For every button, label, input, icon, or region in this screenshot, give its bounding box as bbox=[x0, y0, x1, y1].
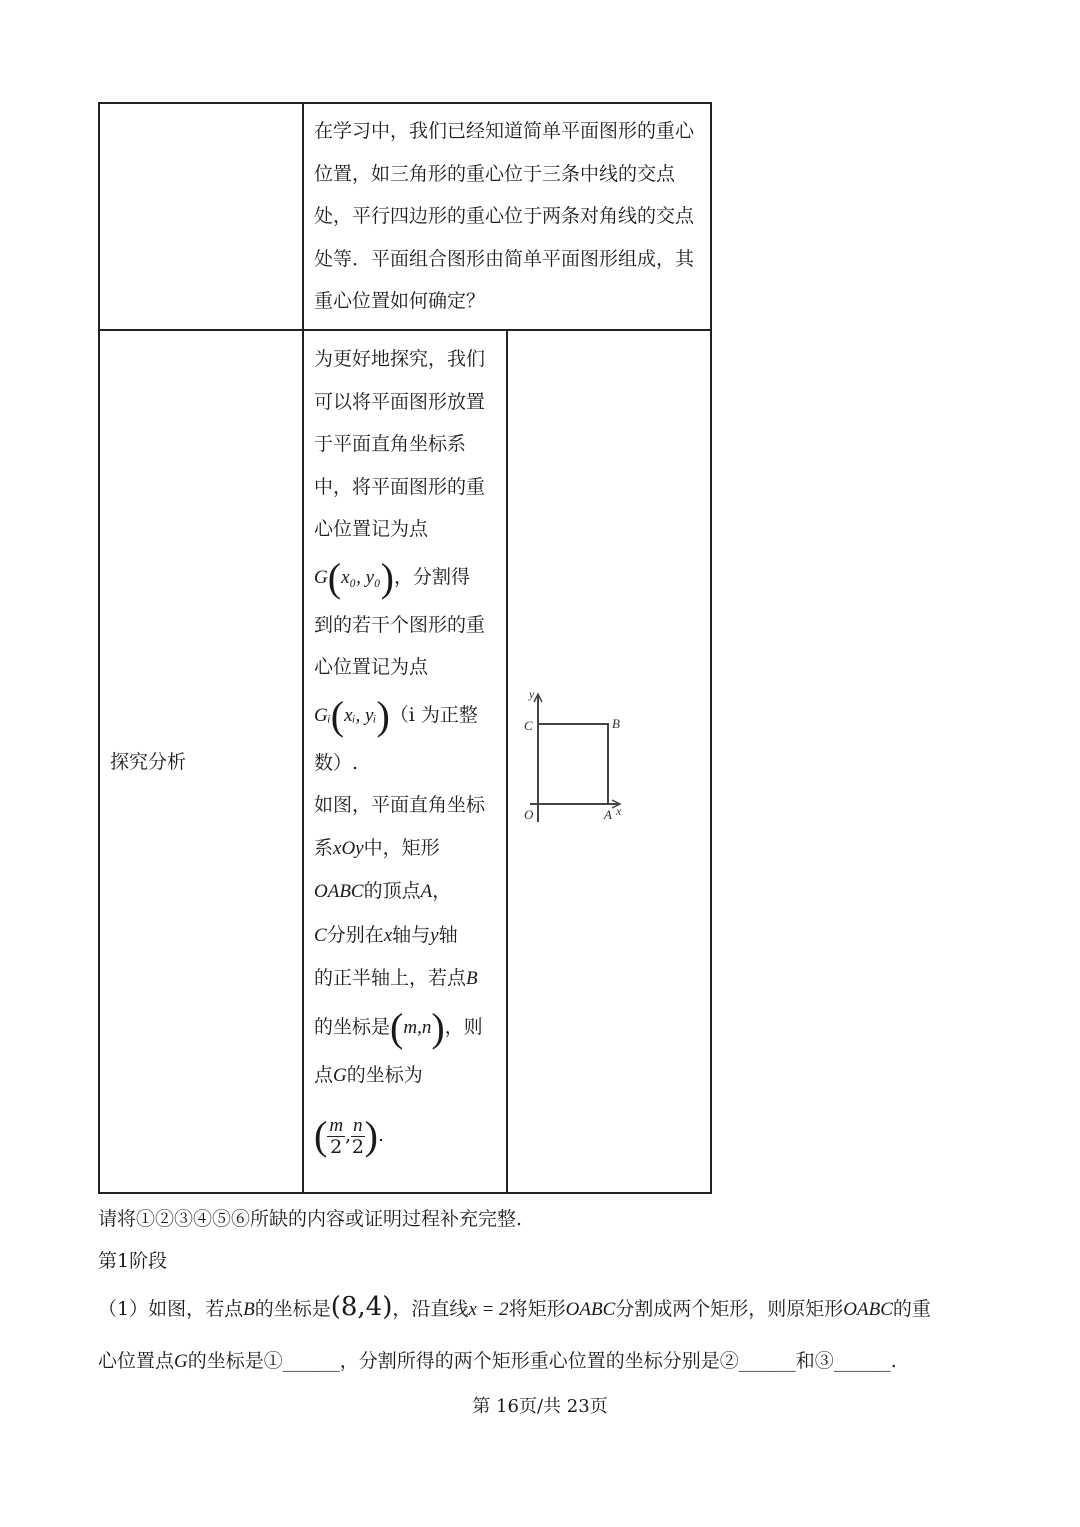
label-o: O bbox=[524, 807, 534, 822]
label-c: C bbox=[524, 718, 533, 733]
g-fraction-line: ( $\frac{m}{2}$ , $\frac{n}{2}$ ). bbox=[314, 1113, 384, 1158]
fraction-n: $\frac{n}{2}$ bbox=[351, 1114, 364, 1158]
text-line: 如图，平面直角坐标 bbox=[314, 794, 486, 816]
label-a: A bbox=[604, 807, 612, 822]
label-x: x bbox=[616, 804, 622, 818]
text-line: 为更好地探究，我们 bbox=[314, 348, 486, 370]
gi-line: Gᵢ(xᵢ, yᵢ)（i 为正整 bbox=[314, 692, 478, 738]
axis-line: C分别在x轴与y轴 bbox=[314, 923, 458, 946]
analysis-paragraph bbox=[314, 338, 499, 1168]
question-line-1: （1）如图，若点B的坐标是(8,4)，沿直线x = 2将矩形OABC分割成两个矩形，则原矩形OABC的重 bbox=[98, 1292, 931, 1322]
label-y: y bbox=[529, 687, 535, 701]
fraction-m: $\frac{m}{2}$ bbox=[329, 1114, 344, 1158]
text-line: 到的若干个图形的重 bbox=[314, 613, 486, 636]
text-line: 心位置记为点 bbox=[314, 656, 429, 678]
rectangle-oabc bbox=[538, 724, 608, 804]
text-line: 于平面直角坐标系 bbox=[314, 433, 467, 455]
text-line: 中，将平面图形的重 bbox=[314, 475, 486, 498]
half-axis-line: 的正半轴上，若点B bbox=[314, 967, 478, 989]
g-coord-line: 点G的坐标为 bbox=[314, 1063, 423, 1086]
text-line: 可以将平面图形放置 bbox=[314, 390, 486, 413]
g0-line: G(x₀, y₀)，分割得 bbox=[314, 554, 470, 600]
oabc-line: OABC的顶点A， bbox=[314, 880, 452, 902]
row-label-analysis: 探究分析 bbox=[110, 751, 187, 773]
rectangle-diagram bbox=[520, 686, 630, 826]
instruction-text: 请将①②③④⑤⑥所缺的内容或证明过程补充完整. bbox=[98, 1208, 523, 1230]
text-line: 数）. bbox=[314, 751, 359, 774]
text-line: 心位置记为点 bbox=[314, 518, 429, 540]
stage-heading: 第1阶段 bbox=[98, 1250, 168, 1272]
page-footer: 第 16页/共 23页 bbox=[472, 1396, 608, 1417]
mn-line: 的坐标是(m,n)，则 bbox=[314, 1004, 483, 1050]
question-line-2: 心位置点G的坐标是①______，分割所得的两个矩形重心位置的坐标分别是②______和③______. bbox=[98, 1350, 897, 1372]
xoy-line: 系xOy中，矩形 bbox=[314, 836, 440, 859]
label-b: B bbox=[612, 716, 620, 731]
intro-paragraph: 在学习中，我们已经知道简单平面图形的重心位置，如三角形的重心位于三条中线的交点处，平行四边形的重心位于两条对角线的交点处等．平面组合图形由简单平面图形组成，其重心位置如何确定？ bbox=[314, 120, 695, 312]
